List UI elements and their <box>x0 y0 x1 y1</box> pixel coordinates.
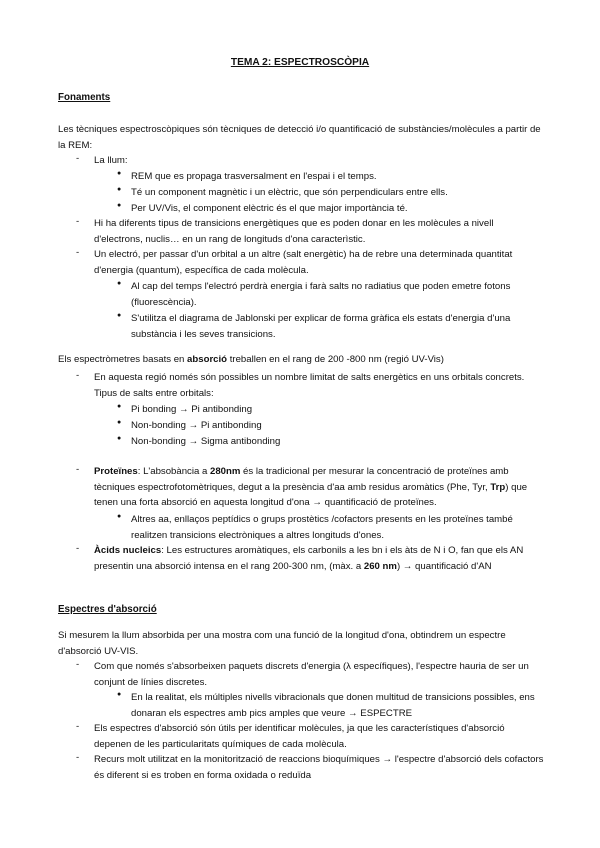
dot-bullet: ● <box>117 312 122 319</box>
dash-bullet: - <box>76 543 80 554</box>
dot-bullet: ● <box>117 691 122 698</box>
list-item: Non-bonding → Pi antibonding <box>131 420 262 431</box>
dash-bullet: - <box>76 464 80 475</box>
dash-bullet: - <box>76 153 80 164</box>
list-item-electro: Un electró, per passar d'un orbital a un altre (salt energètic) ha de rebre una determinada quantitat d'energia (quantum), específica de cada molècula. <box>94 249 513 276</box>
dot-bullet: ● <box>117 280 122 287</box>
heading-espectres: Espectres d'absorció <box>58 604 157 615</box>
paragraph-intro: Les tècniques espectroscòpiques són tècniques de detecció i/o quantificació de substàncies/molècules a partir de la REM: <box>58 124 541 151</box>
dot-bullet: ● <box>117 403 122 410</box>
list-item: Altres aa, enllaços peptídics o grups prostètics /cofactors presents en les proteïnes també realitzen transicions electròniques a altres longituds d'ones. <box>131 514 513 541</box>
dot-bullet: ● <box>117 170 122 177</box>
list-item: S'utilitza el diagrama de Jablonski per explicar de forma gràfica els estats d'energia d'una substància i les seves transicions. <box>131 313 511 340</box>
list-item: Té un component magnètic i un elèctric, que són perpendiculars entre ells. <box>131 187 448 198</box>
list-item-acids-nucleics: Àcids nucleics: Les estructures aromàtiques, els carbonils a les bn i els àts de N i O, fan que els AN presentin una absorció intensa en el rang 200-300 nm, (màx. a 260 nm) → quantificació d'AN <box>94 545 524 572</box>
list-item-utils: Els espectres d'absorció són útils per identificar molècules, ja que les característiques d'absorció depenen de les particularitats químiques de cada molècula. <box>94 723 505 750</box>
list-item: Pi bonding → Pi antibonding <box>131 404 253 415</box>
list-item: REM que es propaga trasversalment en l'espai i el temps. <box>131 171 377 182</box>
dash-bullet: - <box>76 247 80 258</box>
dash-bullet: - <box>76 659 80 670</box>
list-item-llum: La llum: <box>94 155 128 166</box>
dot-bullet: ● <box>117 186 122 193</box>
list-item-paquets: Com que només s'absorbeixen paquets discrets d'energia (λ específiques), l'espectre hauria de ser un conjunt de línies discretes. <box>94 661 529 688</box>
list-item-transicions: Hi ha diferents tipus de transicions energètiques que es poden donar en les molècules a nivell d'electrons, nuclis… en un rang de longituds d'ona caracterìstic. <box>94 218 494 245</box>
dash-bullet: - <box>76 370 80 381</box>
dot-bullet: ● <box>117 435 122 442</box>
dash-bullet: - <box>76 752 80 763</box>
list-item-recurs: Recurs molt utilitzat en la monitorització de reaccions bioquímiques → l'espectre d'absorció dels cofactors és diferent si es troben en forma oxidada o reduïda <box>94 754 544 781</box>
list-item: Al cap del temps l'electró perdrà energia i farà salts no radiatius que poden emetre fotons (fluorescència). <box>131 281 511 308</box>
dot-bullet: ● <box>117 202 122 209</box>
dash-bullet: - <box>76 216 80 227</box>
paragraph-espectres-intro: Si mesurem la llum absorbida per una mostra com una funció de la longitud d'ona, obtindrem un espectre d'absorció UV-VIS. <box>58 630 506 657</box>
list-item: Non-bonding → Sigma antibonding <box>131 436 281 447</box>
list-item: Per UV/Vis, el component elèctric és el que major importància té. <box>131 203 408 214</box>
paragraph-espectrometres: Els espectròmetres basats en absorció treballen en el rang de 200 -800 nm (regió UV-Vis) <box>58 354 444 365</box>
page-title: TEMA 2: ESPECTROSCÒPIA <box>230 57 370 68</box>
dot-bullet: ● <box>117 513 122 520</box>
list-item: En la realitat, els múltiples nivells vibracionals que donen multitud de transicions possibles, ens donaran els espectres amb pics amples que veure → ESPECTRE <box>131 692 535 719</box>
list-item-proteines: Proteïnes: L'absobància a 280nm és la tradicional per mesurar la concentració de proteïnes amb tècniques espectrofotomètriques, degut a la presència d'aa amb residus aromàtics (Phe, Tyr, Trp) que tenen una forta absorció en aquesta longitud d'ona → quantificació de proteïnes. <box>94 466 528 509</box>
dot-bullet: ● <box>117 419 122 426</box>
heading-fonaments: Fonaments <box>58 92 111 103</box>
dash-bullet: - <box>76 721 80 732</box>
list-item-regio: En aquesta regió només són possibles un nombre limitat de salts energètics en uns orbitals concrets. Tipus de salts entre orbitals: <box>94 372 525 399</box>
